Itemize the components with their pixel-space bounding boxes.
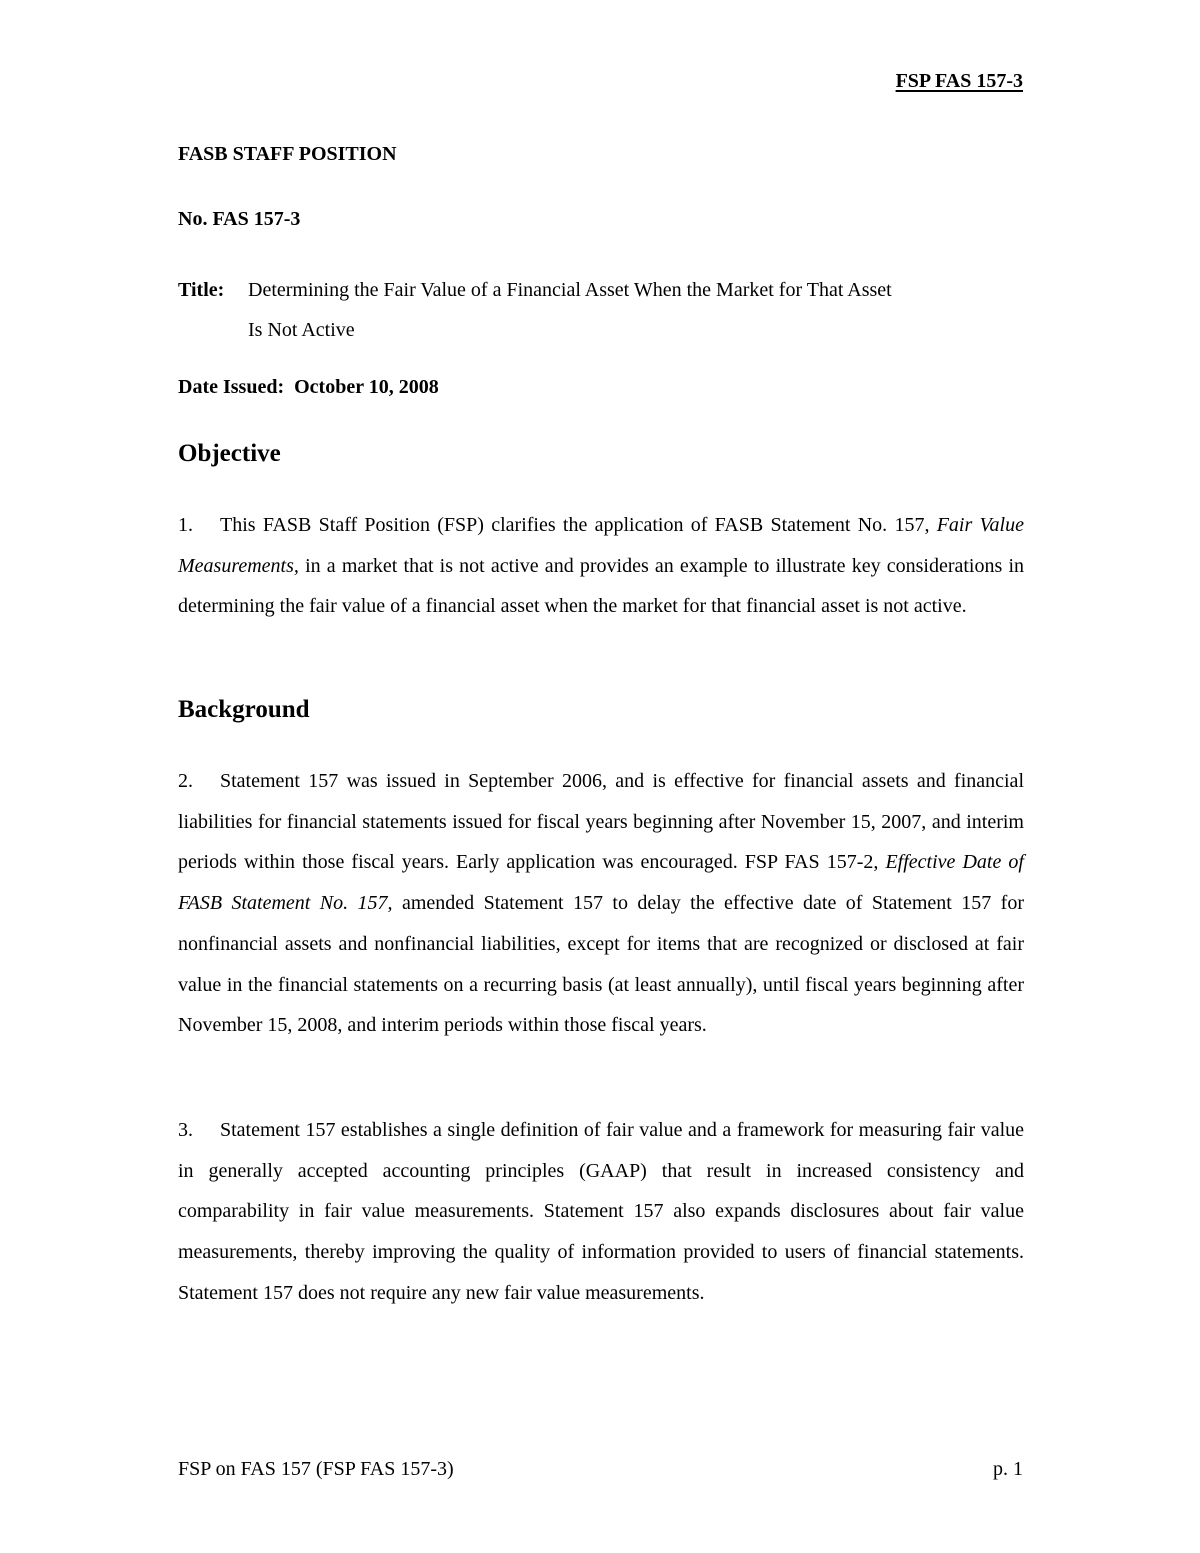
date-issued-value: October 10, 2008 — [294, 376, 439, 398]
title-label: Title: — [178, 279, 225, 301]
title-row — [178, 270, 1024, 350]
document-number: No. FAS 157-3 — [178, 208, 301, 230]
paragraph-1-text-b: in a market that is not active and provides an example to illustrate key considerations in determining the fair value of a financial asset when the market for that financial asset is not active. — [178, 554, 1024, 618]
paragraph-3 — [178, 1110, 1024, 1314]
paragraph-2-text-a: Statement 157 was issued in September 2006, and is effective for financial assets and financial liabilities for financial statements issued for fiscal years beginning after November 15, 2007, and interim periods within those fiscal years. Early application was encouraged. FSP FAS 157-2, — [178, 770, 1024, 874]
paragraph-2-number: 2. — [178, 770, 193, 792]
date-issued-row — [178, 376, 1024, 399]
footer-page-number: p. 1 — [993, 1458, 1023, 1480]
footer-document-name: FSP on FAS 157 (FSP FAS 157-3) — [178, 1458, 454, 1480]
title-text — [248, 270, 1024, 350]
title-line-1: Determining the Fair Value of a Financial Asset When the Market for That Asset — [248, 279, 892, 301]
paragraph-2-italic-title: Effective Date of FASB Statement No. 157, — [178, 851, 1024, 915]
objective-heading: Objective — [178, 440, 281, 467]
paragraph-1-italic-title: Fair Value Measurements, — [178, 514, 1024, 577]
date-issued-label: Date Issued: — [178, 376, 285, 398]
paragraph-2 — [178, 761, 1024, 1046]
paragraph-1-text-a: This FASB Staff Position (FSP) clarifies the application of FASB Statement No. 157, — [220, 514, 937, 536]
paragraph-1 — [178, 505, 1024, 627]
staff-position-label: FASB STAFF POSITION — [178, 143, 397, 165]
paragraph-2-text-b: amended Statement 157 to delay the effective date of Statement 157 for nonfinancial assets and nonfinancial liabilities, except for items that are recognized or disclosed at fair value in the financial statements on a recurring basis (at least annually), until fiscal years beginning after November 15, 2008, and interim periods within those fiscal years. — [178, 892, 1024, 1037]
title-line-2: Is Not Active — [248, 319, 355, 341]
paragraph-3-text: Statement 157 establishes a single definition of fair value and a framework for measuring fair value in generally accepted accounting principles (GAAP) that result in increased consistency and comparability in fair value measurements. Statement 157 also expands disclosures about fair value measurements, thereby improving the quality of information provided to users of financial statements. Statement 157 does not require any new fair value measurements. — [178, 1119, 1024, 1304]
paragraph-1-number: 1. — [178, 514, 193, 536]
background-heading: Background — [178, 696, 310, 723]
paragraph-3-number: 3. — [178, 1119, 193, 1141]
running-header: FSP FAS 157-3 — [895, 70, 1023, 92]
